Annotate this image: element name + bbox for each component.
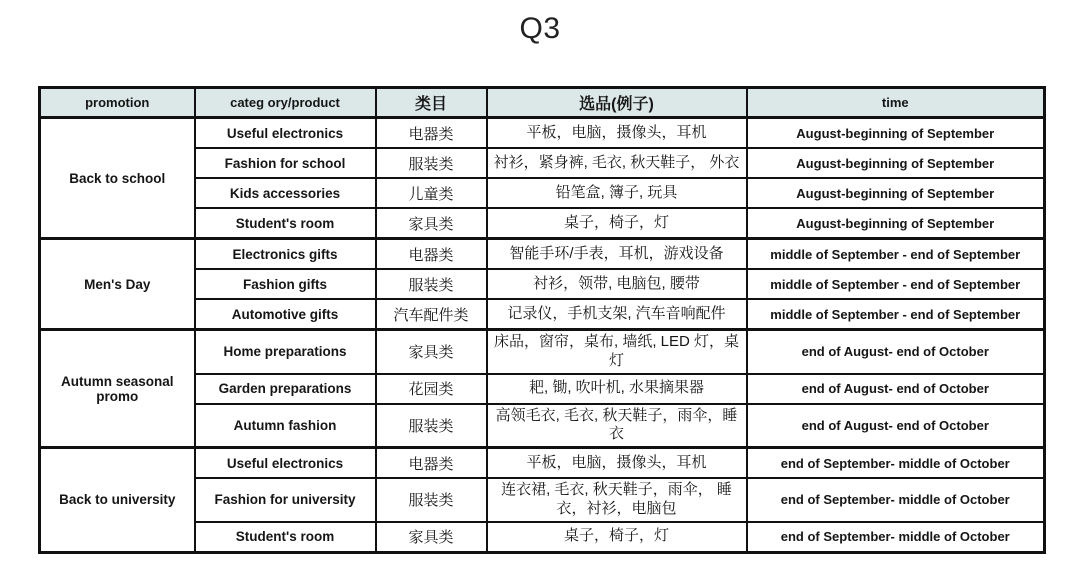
cn-cell: 家具类 bbox=[376, 330, 487, 374]
items-cell: 桌子，椅子，灯 bbox=[487, 208, 747, 239]
time-cell: middle of September - end of September bbox=[747, 299, 1045, 330]
items-cell: 衬衫，紧身裤, 毛衣, 秋天鞋子， 外衣 bbox=[487, 148, 747, 178]
cn-cell: 电器类 bbox=[376, 118, 487, 149]
time-cell: end of August- end of October bbox=[747, 404, 1045, 448]
items-cell: 平板，电脑，摄像头，耳机 bbox=[487, 118, 747, 149]
table-header-row bbox=[40, 88, 1045, 118]
time-cell: end of September- middle of October bbox=[747, 448, 1045, 479]
cn-cell: 服装类 bbox=[376, 269, 487, 299]
items-cell: 铅笔盒, 簿子, 玩具 bbox=[487, 178, 747, 208]
category-cell: Student's room bbox=[195, 522, 376, 553]
promotion-cell: Autumn seasonal promo bbox=[40, 330, 195, 448]
column-header: promotion bbox=[40, 88, 195, 118]
cn-cell: 电器类 bbox=[376, 239, 487, 270]
table-row bbox=[40, 239, 1045, 270]
time-cell: August-beginning of September bbox=[747, 148, 1045, 178]
time-cell: August-beginning of September bbox=[747, 178, 1045, 208]
cn-cell: 服装类 bbox=[376, 404, 487, 448]
time-cell: middle of September - end of September bbox=[747, 269, 1045, 299]
cn-cell: 服装类 bbox=[376, 478, 487, 522]
cn-cell: 家具类 bbox=[376, 208, 487, 239]
category-cell: Fashion for school bbox=[195, 148, 376, 178]
table-row bbox=[40, 330, 1045, 374]
category-cell: Fashion gifts bbox=[195, 269, 376, 299]
time-cell: middle of September - end of September bbox=[747, 239, 1045, 270]
cn-cell: 花园类 bbox=[376, 374, 487, 404]
time-cell: August-beginning of September bbox=[747, 208, 1045, 239]
items-cell: 桌子，椅子，灯 bbox=[487, 522, 747, 553]
time-cell: end of September- middle of October bbox=[747, 522, 1045, 553]
time-cell: August-beginning of September bbox=[747, 118, 1045, 149]
category-cell: Useful electronics bbox=[195, 448, 376, 479]
promotion-cell: Back to university bbox=[40, 448, 195, 553]
category-cell: Home preparations bbox=[195, 330, 376, 374]
promotion-table bbox=[38, 86, 1046, 554]
items-cell: 智能手环/手表，耳机，游戏设备 bbox=[487, 239, 747, 270]
promotion-cell: Men's Day bbox=[40, 239, 195, 330]
column-header: time bbox=[747, 88, 1045, 118]
items-cell: 衬衫，领带, 电脑包, 腰带 bbox=[487, 269, 747, 299]
cn-cell: 家具类 bbox=[376, 522, 487, 553]
items-cell: 耙, 锄, 吹叶机, 水果摘果器 bbox=[487, 374, 747, 404]
table-row bbox=[40, 448, 1045, 479]
items-cell: 高领毛衣, 毛衣, 秋天鞋子，雨伞，睡衣 bbox=[487, 404, 747, 448]
category-cell: Useful electronics bbox=[195, 118, 376, 149]
column-header: categ ory/product bbox=[195, 88, 376, 118]
category-cell: Student's room bbox=[195, 208, 376, 239]
category-cell: Automotive gifts bbox=[195, 299, 376, 330]
cn-cell: 儿童类 bbox=[376, 178, 487, 208]
column-header: 选品(例子) bbox=[487, 88, 747, 118]
table-row bbox=[40, 118, 1045, 149]
items-cell: 记录仪，手机支架, 汽车音响配件 bbox=[487, 299, 747, 330]
page-title: Q3 bbox=[519, 12, 561, 45]
cn-cell: 汽车配件类 bbox=[376, 299, 487, 330]
time-cell: end of August- end of October bbox=[747, 374, 1045, 404]
time-cell: end of September- middle of October bbox=[747, 478, 1045, 522]
category-cell: Autumn fashion bbox=[195, 404, 376, 448]
table-body bbox=[40, 118, 1045, 553]
category-cell: Kids accessories bbox=[195, 178, 376, 208]
cn-cell: 服装类 bbox=[376, 148, 487, 178]
category-cell: Electronics gifts bbox=[195, 239, 376, 270]
column-header: 类目 bbox=[376, 88, 487, 118]
cn-cell: 电器类 bbox=[376, 448, 487, 479]
items-cell: 连衣裙, 毛衣, 秋天鞋子，雨伞， 睡衣，衬衫，电脑包 bbox=[487, 478, 747, 522]
time-cell: end of August- end of October bbox=[747, 330, 1045, 374]
category-cell: Fashion for university bbox=[195, 478, 376, 522]
promotion-cell: Back to school bbox=[40, 118, 195, 239]
items-cell: 平板，电脑，摄像头，耳机 bbox=[487, 448, 747, 479]
items-cell: 床品，窗帘，桌布, 墙纸, LED 灯，桌灯 bbox=[487, 330, 747, 374]
category-cell: Garden preparations bbox=[195, 374, 376, 404]
